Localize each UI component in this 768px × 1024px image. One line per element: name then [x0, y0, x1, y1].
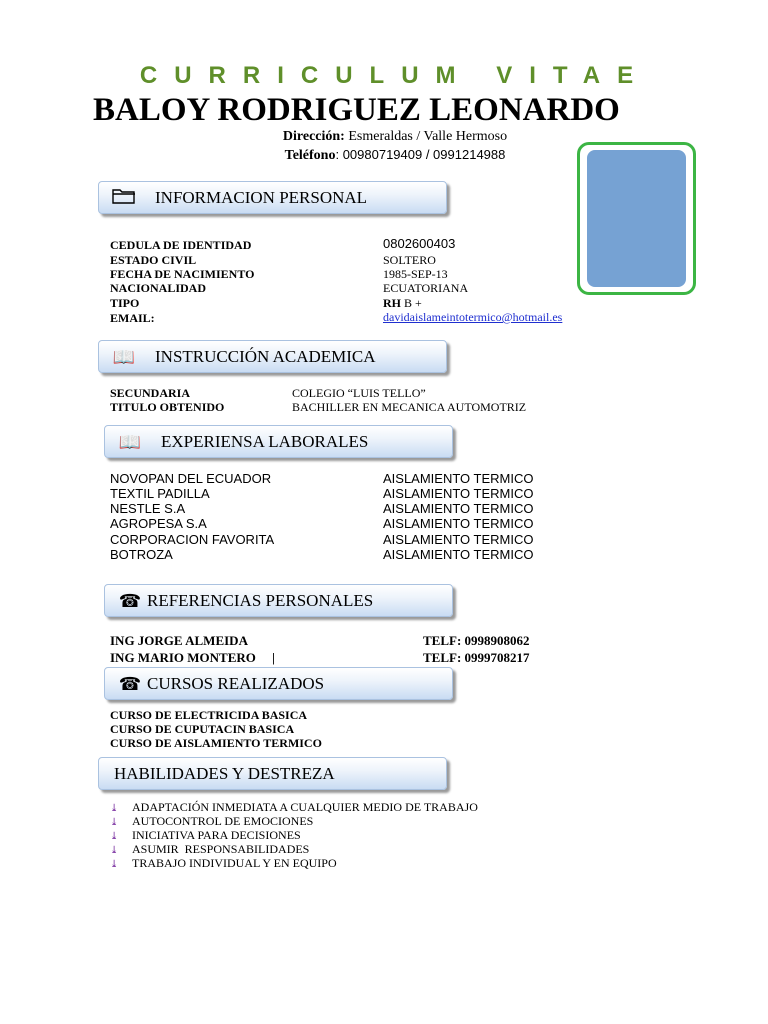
section-header-academic	[98, 340, 447, 373]
telephone-icon: ☎	[118, 590, 142, 611]
work-role: AISLAMIENTO TERMICO	[383, 486, 534, 501]
arrow-down-bullet-icon: ⤓	[110, 803, 119, 814]
course-item: CURSO DE AISLAMIENTO TERMICO	[110, 736, 322, 750]
work-role: AISLAMIENTO TERMICO	[383, 471, 534, 486]
course-item: CURSO DE CUPUTACIN BASICA	[110, 722, 295, 736]
personal-value: 0802600403	[383, 236, 456, 251]
address-label: Dirección:	[282, 129, 345, 144]
arrow-down-bullet-icon: ⤓	[110, 817, 119, 828]
section-header-references	[104, 584, 453, 617]
full-name: BALOY RODRIGUEZ LEONARDO	[93, 92, 620, 128]
section-title-work: EXPERIENSA LABORALES	[161, 431, 369, 451]
cv-title: CURRICULUM VITAE	[139, 62, 651, 89]
arrow-down-bullet-icon: ⤓	[110, 831, 119, 842]
address-value: Esmeraldas / Valle Hermoso	[348, 129, 508, 144]
work-role: AISLAMIENTO TERMICO	[383, 516, 534, 531]
section-header-work	[104, 425, 453, 458]
reference-name: ING JORGE ALMEIDA	[110, 633, 248, 648]
photo-frame	[577, 142, 696, 295]
work-company: AGROPESA S.A	[110, 516, 207, 531]
book-icon: 📖	[112, 346, 136, 367]
section-title-references: REFERENCIAS PERSONALES	[147, 590, 374, 610]
phone-value: : 00980719409 / 0991214988	[335, 147, 506, 162]
book-icon: 📖	[118, 431, 142, 452]
email-link[interactable]: davidaislameintotermico@hotmail.es	[383, 310, 563, 324]
phone-label: Teléfono	[284, 148, 336, 163]
blood-type-label: RH	[383, 296, 401, 310]
section-header-skills	[98, 757, 447, 790]
skill-text: AUTOCONTROL DE EMOCIONES	[132, 814, 314, 828]
section-header-courses	[104, 667, 453, 700]
section-header-personal	[98, 181, 447, 214]
personal-label: CEDULA DE IDENTIDAD	[110, 238, 252, 252]
folder-icon	[111, 188, 137, 207]
work-role: AISLAMIENTO TERMICO	[383, 501, 534, 516]
personal-label: TIPO	[110, 296, 140, 310]
course-item: CURSO DE ELECTRICIDA BASICA	[110, 708, 308, 722]
work-company: NESTLE S.A	[110, 501, 186, 516]
section-title-academic: INSTRUCCIÓN ACADEMICA	[155, 346, 376, 366]
personal-label: NACIONALIDAD	[110, 281, 207, 295]
academic-value: COLEGIO “LUIS TELLO”	[292, 386, 426, 400]
personal-value: SOLTERO	[383, 253, 436, 267]
reference-phone: TELF: 0999708217	[423, 650, 530, 665]
photo-placeholder	[587, 150, 686, 287]
skill-text: ADAPTACIÓN INMEDIATA A CUALQUIER MEDIO DE TRABAJO	[132, 800, 478, 814]
personal-label: FECHA DE NACIMIENTO	[110, 267, 255, 281]
work-role: AISLAMIENTO TERMICO	[383, 532, 534, 547]
academic-value: BACHILLER EN MECANICA AUTOMOTRIZ	[292, 400, 527, 414]
telephone-icon: ☎	[118, 673, 142, 694]
reference-name: ING MARIO MONTERO |	[110, 650, 276, 665]
skill-text: INICIATIVA PARA DECISIONES	[132, 828, 301, 842]
section-title-skills: HABILIDADES Y DESTREZA	[114, 763, 335, 783]
personal-label: EMAIL:	[110, 311, 155, 325]
work-company: NOVOPAN DEL ECUADOR	[110, 471, 272, 486]
arrow-down-bullet-icon: ⤓	[110, 845, 119, 856]
section-title-courses: CURSOS REALIZADOS	[147, 673, 325, 693]
academic-label: SECUNDARIA	[110, 386, 191, 400]
personal-value: ECUATORIANA	[383, 281, 469, 295]
blood-type-value: B +	[401, 296, 422, 310]
personal-label: ESTADO CIVIL	[110, 253, 197, 267]
skill-text: ASUMIR RESPONSABILIDADES	[132, 842, 310, 856]
personal-value: 1985-SEP-13	[383, 267, 448, 281]
skill-text: TRABAJO INDIVIDUAL Y EN EQUIPO	[132, 856, 337, 870]
personal-value	[383, 296, 422, 310]
arrow-down-bullet-icon: ⤓	[110, 859, 119, 870]
work-role: AISLAMIENTO TERMICO	[383, 547, 534, 562]
work-company: CORPORACION FAVORITA	[110, 532, 275, 547]
work-company: TEXTIL PADILLA	[110, 486, 210, 501]
reference-phone: TELF: 0998908062	[423, 633, 530, 648]
skill-item	[110, 856, 337, 872]
section-title-personal: INFORMACION PERSONAL	[155, 187, 368, 207]
work-company: BOTROZA	[110, 547, 173, 562]
academic-label: TITULO OBTENIDO	[110, 400, 225, 414]
